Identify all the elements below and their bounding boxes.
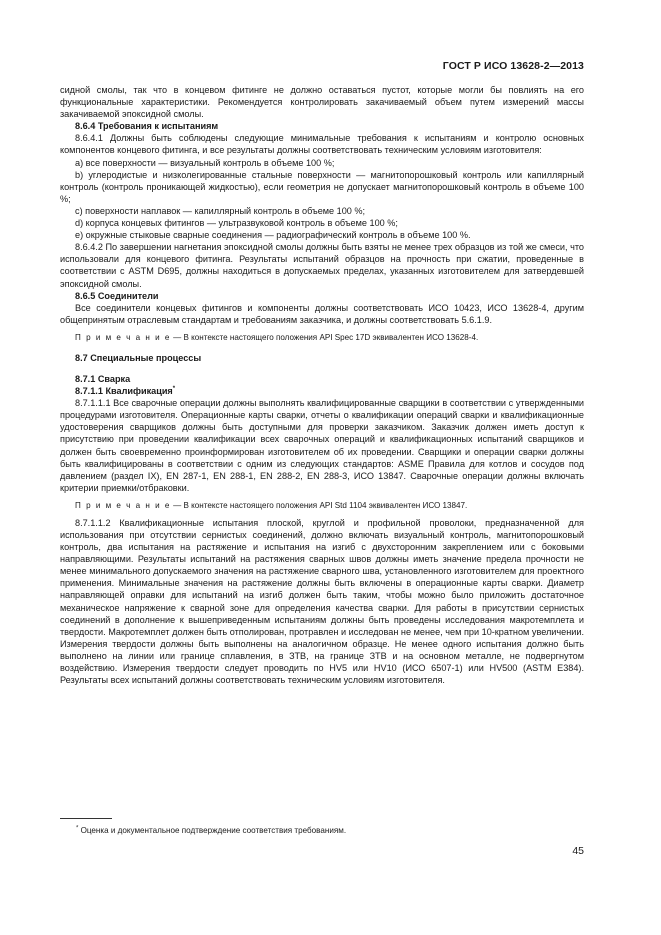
document-header: ГОСТ Р ИСО 13628-2—2013 [442, 60, 584, 72]
page-number: 45 [572, 845, 584, 857]
list-item-d: d) корпуса концевых фитингов — ультразвуковой контроль в объеме 100 %; [75, 218, 398, 229]
heading-8-6-4: 8.6.4 Требования к испытаниям [75, 121, 219, 132]
footnote-rule [60, 818, 112, 819]
paragraph-8-7-1-1-1: 8.7.1.1.1 Все сварочные операции должны выполнять квалифицированные сварщики в соответствии с утвержденными процедурами изготовителя. Операционные карты сварки, отчеты о квалификации операций сварки и квалификационные удостоверения сварщиков должны быть доступными для проверки заказчиком. Заказчик должен иметь доступ к присутствию при проведении квалификации всех сварочных операций и квалификационных испытаний сварщиков и должен быть своевременно проинформирован изготовителем об их проведении. Сварщики и операции сварки должны быть квалифицированы в соответствии с одним из следующих стандартов: ASME Правила для котлов и сосудов под давлением (раздел IX), EN 287-1, EN 288-1, EN 288-2, EN 288-3, ИСО 13847. Сварочные операции должны включать критерии приемки/отбраковки. [60, 398, 584, 493]
heading-8-6-5: 8.6.5 Соединители [75, 290, 159, 301]
footnote-marker: * [172, 386, 176, 393]
heading-8-7-1-1-text: 8.7.1.1 Квалификация [75, 386, 173, 397]
paragraph-8-6-5: Все соединители концевых фитингов и компоненты должны соответствовать ИСО 10423, ИСО 13628-4, другим общепринятым отраслевым стандартам и требованиям заказчика, и должны соответствовать 5.6.1.9. [60, 302, 584, 325]
list-item-a: a) все поверхности — визуальный контроль в объеме 100 %; [75, 157, 335, 168]
footnote-text: Оценка и документальное подтверждение соответствия требованиям. [80, 826, 347, 835]
note-1 [60, 332, 584, 343]
note-label: П р и м е ч а н и е [75, 500, 171, 510]
note-text: — В контексте настоящего положения API Std 1104 эквивалентен ИСО 13847. [170, 500, 468, 510]
heading-8-7-1: 8.7.1 Сварка [75, 373, 131, 384]
note-2 [60, 500, 584, 511]
paragraph-continuation: сидной смолы, так что в концевом фитинге не должно оставаться пустот, которые могли бы повлиять на его функциональные характеристики. Рекомендуется контролировать закачиваемый объем путем измерений массы закачиваемой эпоксидной смолы. [60, 85, 584, 120]
note-text: — В контексте настоящего положения API Spec 17D эквивалентен ИСО 13628-4. [170, 332, 479, 342]
note-label: П р и м е ч а н и е [75, 332, 171, 342]
footnote [76, 825, 346, 836]
list-item-e: e) окружные стыковые сварные соединения — радиографический контроль в объеме 100 %. [75, 230, 471, 241]
paragraph-8-6-4-2: 8.6.4.2 По завершении нагнетания эпоксидной смолы должны быть взяты не менее трех образцов из той же смеси, что использовали для концевого фитинга. Результаты испытаний образцов на прочность при сжатии, проведенные в соответствии с ASTM D695, должны находиться в допускаемых пределах, указанных изготовителем для затвердевшей эпоксидной смолы. [60, 242, 584, 289]
heading-8-7: 8.7 Специальные процессы [75, 352, 202, 363]
list-item-b: b) углеродистые и низколегированные стальные поверхности — магнитопорошковый контроль или капиллярный контроль (контроль проникающей жидкостью), если геометрия не допускает магнитопорошковый контроль в объеме 100 %; [60, 169, 584, 204]
footnote-mark: * [76, 825, 79, 832]
page-body [60, 84, 584, 686]
list-item-c: c) поверхности наплавок — капиллярный контроль в объеме 100 %; [75, 205, 366, 216]
paragraph-8-6-4-1: 8.6.4.1 Должны быть соблюдены следующие минимальные требования к испытаниям и контролю основных компонентов концевого фитинга, и все результаты должны соответствовать техническим условиям изготовителя: [60, 133, 584, 156]
paragraph-8-7-1-1-2: 8.7.1.1.2 Квалификационные испытания плоской, круглой и профильной проволоки, предназначенной для использования при отсутствии сернистых соединений, должно включать визуальный контроль, магнитопорошковый контроль, два испытания на растяжение и испытания на изгиб с двухсторонним закреплением или с боковыми направляющими. Результаты испытаний на растяжения сварных швов должны иметь значение предела прочности не менее минимального допускаемого значения на растяжение сварного шва, установленного изготовителем для проектного применения. Минимальные значения на растяжение должны быть включены в операционные карты сварки. Диаметр направляющей оправки для испытаний на изгиб должен быть таким, чтобы можно было приложить достаточное механическое напряжение к сварной зоне для определения качества сварки. Для работы в присутствии сернистых соединений в дополнение к вышеприведенным испытаниям должны быть проведены исследования макротемплета и твердости. Макротемплет должен быть отполирован, протравлен и исследован не менее, чем при 10-кратном увеличении. Измерения твердости должны быть выполнены на аналогичном образце. Не менее одного испытания должно быть выполнено на линии или границе сплавления, в ЗТВ, на границе ЗТВ и на основном металле, не подвергнутом воздействию. Измерения твердости следует проводить по HV5 или HV10 (ИСО 6507-1) или HV500 (ASTM E384). Результаты всех испытаний должны соответствовать техническим условиям изготовителя. [60, 517, 584, 686]
heading-8-7-1-1 [60, 385, 584, 397]
